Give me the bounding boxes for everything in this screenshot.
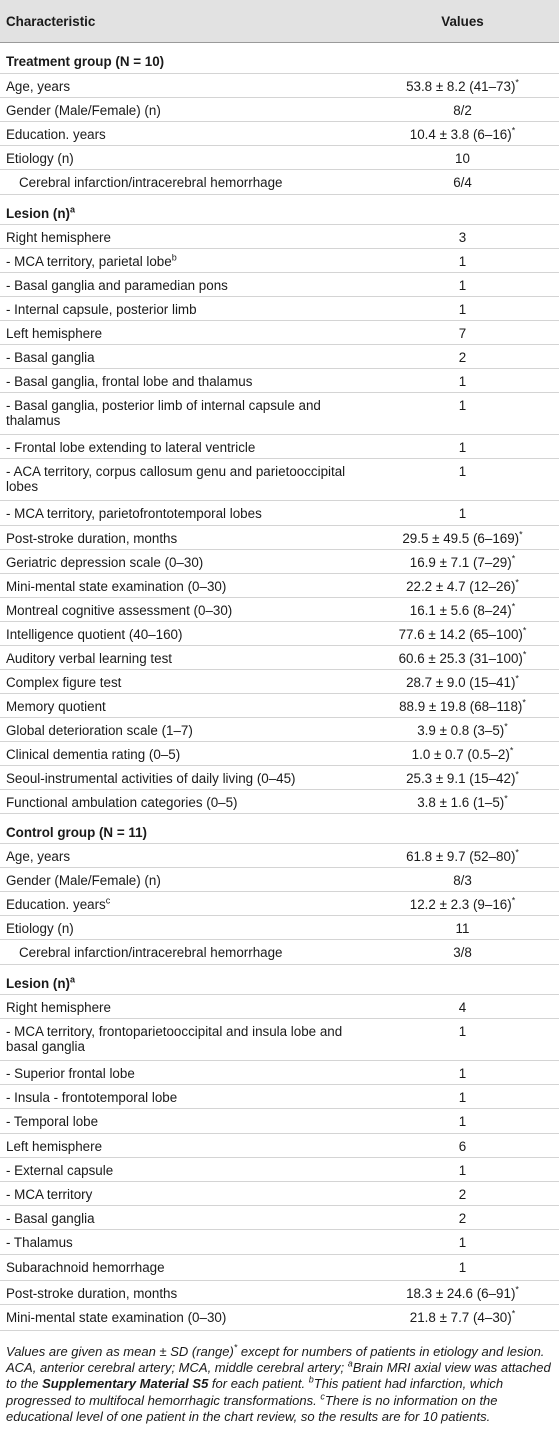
row-label-text: Global deterioration scale (1–7) xyxy=(6,723,193,738)
row-value-text: 22.2 ± 4.7 (12–26) xyxy=(406,579,516,594)
row-label-text: - MCA territory, parietofrontotemporal lobes xyxy=(6,506,262,521)
row-label-text: - Thalamus xyxy=(6,1235,73,1250)
table-row xyxy=(0,995,559,1019)
row-label xyxy=(0,646,366,670)
row-value xyxy=(366,965,559,995)
row-value xyxy=(366,574,559,598)
row-label xyxy=(0,1206,366,1230)
row-value xyxy=(366,195,559,225)
row-value-text: 77.6 ± 14.2 (65–100) xyxy=(398,627,523,642)
footnote-text-4: for each patient. xyxy=(208,1376,309,1392)
row-value xyxy=(366,122,559,146)
row-value-text: 1 xyxy=(458,278,467,293)
row-label xyxy=(0,1085,366,1109)
row-label-text: Education. years xyxy=(6,127,106,142)
row-label xyxy=(0,995,366,1019)
row-value xyxy=(366,1305,559,1331)
row-value-text: 1.0 ± 0.7 (0.5–2) xyxy=(411,747,510,762)
row-value-asterisk: * xyxy=(515,673,519,684)
row-label-text: - Superior frontal lobe xyxy=(6,1066,135,1081)
row-value-text: 1 xyxy=(458,1163,467,1178)
row-label xyxy=(0,526,366,550)
row-value xyxy=(366,526,559,550)
row-label-text: Control group (N = 11) xyxy=(6,825,147,840)
row-label-text: Geriatric depression scale (0–30) xyxy=(6,555,204,570)
row-label-text: Seoul-instrumental activities of daily living (0–45) xyxy=(6,771,296,786)
row-value-text: 1 xyxy=(458,440,467,455)
row-label-text: Montreal cognitive assessment (0–30) xyxy=(6,603,233,618)
row-value-text: 6 xyxy=(458,1139,467,1154)
row-label xyxy=(0,122,366,146)
row-label xyxy=(0,1230,366,1255)
row-label-text: Treatment group (N = 10) xyxy=(6,54,165,69)
section-header-row xyxy=(0,43,559,74)
table-row xyxy=(0,1230,559,1255)
row-label-footnote-mark: a xyxy=(69,974,75,985)
row-value-asterisk: * xyxy=(504,721,508,732)
row-value-text: 1 xyxy=(458,506,467,521)
row-label xyxy=(0,459,366,501)
table-row xyxy=(0,766,559,790)
row-value-text: 88.9 ± 19.8 (68–118) xyxy=(399,699,523,714)
table-row xyxy=(0,646,559,670)
table-row xyxy=(0,122,559,146)
row-label xyxy=(0,622,366,646)
table-row xyxy=(0,273,559,297)
row-value-asterisk: * xyxy=(511,125,516,136)
row-label xyxy=(0,598,366,622)
row-value-text: 2 xyxy=(458,350,467,365)
table-row xyxy=(0,694,559,718)
row-value-asterisk: * xyxy=(511,1308,516,1319)
table-row xyxy=(0,1019,559,1061)
row-value-text: 1 xyxy=(458,302,467,317)
row-value-asterisk: * xyxy=(504,793,508,804)
row-value xyxy=(366,742,559,766)
row-value-text: 1 xyxy=(458,398,467,413)
row-value xyxy=(366,435,559,459)
row-value-text: 29.5 ± 49.5 (6–169) xyxy=(402,531,520,546)
row-label-text: Cerebral infarction/intracerebral hemorrhage xyxy=(19,175,283,190)
row-label-text: Left hemisphere xyxy=(6,326,103,341)
row-value-text: 2 xyxy=(458,1211,467,1226)
table-row xyxy=(0,393,559,435)
row-label xyxy=(0,1182,366,1206)
row-label xyxy=(0,195,366,225)
row-label xyxy=(0,868,366,892)
row-value-text: 10.4 ± 3.8 (6–16) xyxy=(409,127,512,142)
row-label-text: Lesion (n) xyxy=(6,976,70,991)
row-value xyxy=(366,1085,559,1109)
row-label-text: Education. years xyxy=(6,897,106,912)
section-header-row xyxy=(0,195,559,225)
row-label xyxy=(0,369,366,393)
row-value-text: 28.7 ± 9.0 (15–41) xyxy=(406,675,516,690)
row-label xyxy=(0,766,366,790)
row-label-text: Post-stroke duration, months xyxy=(6,531,178,546)
row-value-text: 3/8 xyxy=(453,945,472,960)
row-value-asterisk: * xyxy=(515,577,519,588)
row-value xyxy=(366,844,559,868)
table-row xyxy=(0,844,559,868)
row-value-text: 8/3 xyxy=(453,873,472,888)
table-row xyxy=(0,459,559,501)
row-label-text: - Basal ganglia xyxy=(6,350,95,365)
row-value xyxy=(366,718,559,742)
row-label xyxy=(0,249,366,273)
row-value-asterisk: * xyxy=(522,625,527,636)
row-label xyxy=(0,1305,366,1331)
row-label-footnote-mark: c xyxy=(105,895,111,906)
row-label-text: Intelligence quotient (40–160) xyxy=(6,627,183,642)
row-value xyxy=(366,393,559,435)
row-label xyxy=(0,501,366,526)
row-label-text: Subarachnoid hemorrhage xyxy=(6,1260,165,1275)
row-value xyxy=(366,459,559,501)
row-value-asterisk: * xyxy=(515,769,519,780)
footnote-mark-a: a xyxy=(347,1358,353,1369)
row-label-text: Age, years xyxy=(6,849,71,864)
row-value xyxy=(366,1281,559,1305)
row-value-asterisk: * xyxy=(515,1284,519,1295)
row-label-text: Right hemisphere xyxy=(6,230,111,245)
row-value-text: 1 xyxy=(458,374,467,389)
table-row xyxy=(0,1085,559,1109)
table-row xyxy=(0,1134,559,1158)
table-row xyxy=(0,1305,559,1331)
row-label xyxy=(0,43,366,74)
row-value-text: 2 xyxy=(458,1187,467,1202)
row-label-text: - MCA territory, frontoparietooccipital and insula lobe and basal ganglia xyxy=(6,1024,343,1054)
row-value xyxy=(366,1019,559,1061)
row-label xyxy=(0,1134,366,1158)
table-row xyxy=(0,321,559,345)
table-footnote xyxy=(0,1331,559,1425)
row-label xyxy=(0,965,366,995)
row-label-text: - Temporal lobe xyxy=(6,1114,99,1129)
row-label xyxy=(0,146,366,170)
footnote-text-6: There is no information on the educational level of one patient in the chart review, so the results are for 10 patients. xyxy=(6,1392,498,1424)
row-value xyxy=(366,1255,559,1281)
table-row xyxy=(0,892,559,916)
row-value-text: 25.3 ± 9.1 (15–42) xyxy=(406,771,516,786)
row-label xyxy=(0,1255,366,1281)
row-value xyxy=(366,814,559,844)
row-label-text: - Insula - frontotemporal lobe xyxy=(6,1090,178,1105)
table-row xyxy=(0,1182,559,1206)
row-value xyxy=(366,74,559,98)
footnote-text-2: except for numbers of patients in etiology and lesion. ACA, anterior cerebral artery; MCA, middle cerebral artery; xyxy=(6,1344,545,1376)
row-value xyxy=(366,868,559,892)
row-value xyxy=(366,892,559,916)
table-row xyxy=(0,98,559,122)
footnote-mark-b: b xyxy=(308,1375,314,1386)
table-row xyxy=(0,622,559,646)
footnote-text-5: This patient had infarction, which progressed to multifocal hemorrhagic transformations. xyxy=(6,1376,504,1408)
row-value xyxy=(366,995,559,1019)
row-value xyxy=(366,321,559,345)
row-value-text: 12.2 ± 2.3 (9–16) xyxy=(409,897,512,912)
row-value-asterisk: * xyxy=(509,745,514,756)
row-value xyxy=(366,694,559,718)
row-value-text: 3.8 ± 1.6 (1–5) xyxy=(417,795,505,810)
row-value xyxy=(366,1182,559,1206)
table-row xyxy=(0,1109,559,1134)
row-label-text: Left hemisphere xyxy=(6,1139,103,1154)
table-row xyxy=(0,574,559,598)
row-label xyxy=(0,814,366,844)
table-row xyxy=(0,1061,559,1085)
row-value-text: 1 xyxy=(458,254,467,269)
row-value-text: 1 xyxy=(458,1114,467,1129)
row-label-text: - Internal capsule, posterior limb xyxy=(6,302,197,317)
row-value-text: 1 xyxy=(458,1090,467,1105)
row-value xyxy=(366,345,559,369)
section-header-row xyxy=(0,814,559,844)
row-label xyxy=(0,170,366,195)
row-label-text: Etiology (n) xyxy=(6,151,74,166)
table-row xyxy=(0,249,559,273)
row-value xyxy=(366,916,559,940)
row-label-text: Mini-mental state examination (0–30) xyxy=(6,579,227,594)
row-label-text: Functional ambulation categories (0–5) xyxy=(6,795,238,810)
table-row xyxy=(0,790,559,814)
row-label-text: - Basal ganglia, frontal lobe and thalamus xyxy=(6,374,253,389)
row-value-text: 16.9 ± 7.1 (7–29) xyxy=(409,555,512,570)
row-label xyxy=(0,1019,366,1061)
row-label xyxy=(0,393,366,435)
row-label xyxy=(0,550,366,574)
row-value xyxy=(366,622,559,646)
row-label xyxy=(0,1109,366,1134)
row-label xyxy=(0,718,366,742)
row-label-text: Right hemisphere xyxy=(6,1000,111,1015)
row-value-text: 3 xyxy=(458,230,467,245)
row-value-asterisk: * xyxy=(522,697,526,708)
row-value-text: 1 xyxy=(458,464,467,479)
row-value-text: 61.8 ± 9.7 (52–80) xyxy=(406,849,516,864)
table-row xyxy=(0,1255,559,1281)
row-label xyxy=(0,345,366,369)
row-label-text: Complex figure test xyxy=(6,675,122,690)
row-value-text: 3.9 ± 0.8 (3–5) xyxy=(417,723,505,738)
row-label xyxy=(0,742,366,766)
table-row xyxy=(0,345,559,369)
row-value xyxy=(366,225,559,249)
row-label xyxy=(0,1061,366,1085)
row-value-text: 4 xyxy=(458,1000,467,1015)
row-value xyxy=(366,940,559,965)
row-value-text: 16.1 ± 5.6 (8–24) xyxy=(409,603,512,618)
row-label-text: Gender (Male/Female) (n) xyxy=(6,103,161,118)
row-value-text: 60.6 ± 25.3 (31–100) xyxy=(398,651,523,666)
row-value xyxy=(366,766,559,790)
row-label-text: Clinical dementia rating (0–5) xyxy=(6,747,181,762)
row-value xyxy=(366,170,559,195)
row-label-text: Cerebral infarction/intracerebral hemorrhage xyxy=(19,945,283,960)
row-value-text: 1 xyxy=(458,1024,467,1039)
row-value xyxy=(366,1206,559,1230)
header-characteristic: Characteristic xyxy=(0,0,366,43)
row-value-asterisk: * xyxy=(511,553,516,564)
row-label xyxy=(0,98,366,122)
row-label-text: - MCA territory xyxy=(6,1187,93,1202)
row-label xyxy=(0,844,366,868)
row-label-text: - Basal ganglia, posterior limb of internal capsule and thalamus xyxy=(6,398,321,428)
table-row xyxy=(0,74,559,98)
row-label-text: Lesion (n) xyxy=(6,206,70,221)
footnote-asterisk: * xyxy=(233,1342,238,1353)
row-label-text: Mini-mental state examination (0–30) xyxy=(6,1310,227,1325)
row-value-asterisk: * xyxy=(511,601,516,612)
row-label xyxy=(0,1158,366,1182)
table-row xyxy=(0,916,559,940)
row-label xyxy=(0,297,366,321)
row-label xyxy=(0,225,366,249)
row-label-text: - ACA territory, corpus callosum genu and parietooccipital lobes xyxy=(6,464,346,494)
row-label-text: Gender (Male/Female) (n) xyxy=(6,873,161,888)
row-value-text: 8/2 xyxy=(453,103,472,118)
table-body xyxy=(0,43,559,1331)
row-label-text: Post-stroke duration, months xyxy=(6,1286,178,1301)
table-row xyxy=(0,1206,559,1230)
table-row xyxy=(0,297,559,321)
row-value xyxy=(366,1134,559,1158)
row-value xyxy=(366,646,559,670)
row-label-text: Memory quotient xyxy=(6,699,106,714)
row-label xyxy=(0,1281,366,1305)
row-value-asterisk: * xyxy=(522,649,527,660)
row-label-text: - Frontal lobe extending to lateral ventricle xyxy=(6,440,256,455)
row-value-text: 6/4 xyxy=(453,175,472,190)
row-value-asterisk: * xyxy=(519,529,523,540)
table-row xyxy=(0,550,559,574)
table-row xyxy=(0,718,559,742)
footnote-text-1: Values are given as mean ± SD (range) xyxy=(6,1344,234,1359)
row-label-footnote-mark: b xyxy=(171,252,177,263)
row-label xyxy=(0,273,366,297)
table-row xyxy=(0,1158,559,1182)
row-value-text: 7 xyxy=(458,326,467,341)
row-label-footnote-mark: a xyxy=(69,204,75,215)
row-value-asterisk: * xyxy=(515,77,519,88)
row-value xyxy=(366,598,559,622)
table-row xyxy=(0,435,559,459)
row-label xyxy=(0,892,366,916)
table-row xyxy=(0,526,559,550)
row-value-asterisk: * xyxy=(515,847,519,858)
row-label-text: - MCA territory, parietal lobe xyxy=(6,254,172,269)
table-row xyxy=(0,868,559,892)
table-row xyxy=(0,1281,559,1305)
row-label-text: - Basal ganglia and paramedian pons xyxy=(6,278,228,293)
footnote-mark-c: c xyxy=(320,1391,325,1402)
row-value xyxy=(366,43,559,74)
row-value-text: 1 xyxy=(458,1235,467,1250)
row-value-text: 1 xyxy=(458,1066,467,1081)
row-label-text: - Basal ganglia xyxy=(6,1211,95,1226)
row-label xyxy=(0,435,366,459)
row-value-text: 1 xyxy=(458,1260,467,1275)
row-value xyxy=(366,501,559,526)
row-value xyxy=(366,146,559,170)
row-value xyxy=(366,297,559,321)
row-label xyxy=(0,694,366,718)
section-header-row xyxy=(0,965,559,995)
row-value-asterisk: * xyxy=(511,895,516,906)
row-label xyxy=(0,74,366,98)
row-value-text: 11 xyxy=(455,921,470,936)
header-values: Values xyxy=(366,0,559,43)
row-value xyxy=(366,1061,559,1085)
supplementary-link[interactable]: Supplementary Material S5 xyxy=(42,1376,209,1392)
row-value-text: 18.3 ± 24.6 (6–91) xyxy=(406,1286,516,1301)
row-label-text: Auditory verbal learning test xyxy=(6,651,172,666)
footnote-text-3: Brain MRI axial view was attached to the xyxy=(6,1360,551,1392)
row-label xyxy=(0,940,366,965)
row-value-text: 10 xyxy=(455,151,470,166)
row-label xyxy=(0,574,366,598)
row-label xyxy=(0,670,366,694)
row-label xyxy=(0,790,366,814)
table-row xyxy=(0,742,559,766)
row-value-text: 53.8 ± 8.2 (41–73) xyxy=(406,79,516,94)
table-row xyxy=(0,670,559,694)
row-label-text: Etiology (n) xyxy=(6,921,74,936)
row-value xyxy=(366,790,559,814)
table-row xyxy=(0,940,559,965)
row-value xyxy=(366,1158,559,1182)
table-row xyxy=(0,598,559,622)
row-value xyxy=(366,1109,559,1134)
row-value xyxy=(366,249,559,273)
row-value xyxy=(366,98,559,122)
row-value xyxy=(366,273,559,297)
table-row xyxy=(0,501,559,526)
row-value xyxy=(366,550,559,574)
table-row xyxy=(0,369,559,393)
table-row xyxy=(0,146,559,170)
row-value-text: 21.8 ± 7.7 (4–30) xyxy=(409,1310,512,1325)
row-value xyxy=(366,670,559,694)
row-label xyxy=(0,321,366,345)
row-label-text: Age, years xyxy=(6,79,71,94)
table-row xyxy=(0,170,559,195)
table-header-row xyxy=(0,0,559,43)
row-value xyxy=(366,1230,559,1255)
row-label xyxy=(0,916,366,940)
table-row xyxy=(0,225,559,249)
row-label-text: - External capsule xyxy=(6,1163,114,1178)
row-value xyxy=(366,369,559,393)
